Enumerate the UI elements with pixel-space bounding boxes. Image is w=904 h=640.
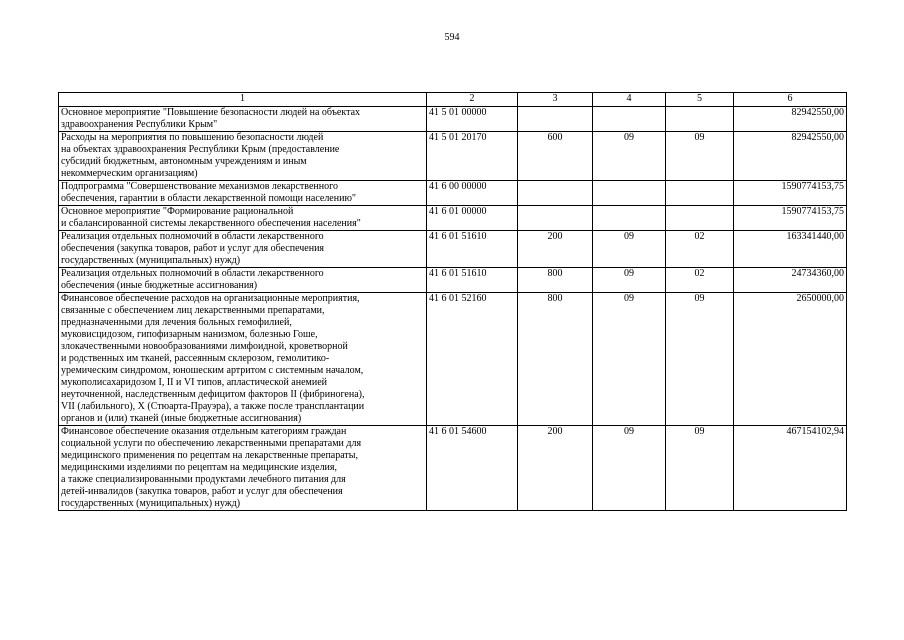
description-line: медицинского применения по рецептам на лекарственные препараты, (61, 450, 359, 461)
amount-cell: 24734360,00 (734, 268, 847, 293)
row-description (59, 268, 427, 293)
section-cell (593, 181, 666, 206)
subsection-cell (666, 181, 734, 206)
description-line: субсидий бюджетным, автономным учреждениям и иным (61, 156, 307, 167)
section-cell: 09 (593, 231, 666, 268)
subsection-cell: 09 (666, 293, 734, 426)
expense-type-cell (518, 206, 593, 231)
description-line: обеспечения (иные бюджетные ассигнования) (61, 280, 258, 291)
description-line: Реализация отдельных полномочий в области лекарственного (61, 231, 324, 242)
amount-cell: 1590774153,75 (734, 206, 847, 231)
description-line: Основное мероприятие "Формирование рациональной (61, 206, 294, 217)
description-line: Финансовое обеспечение оказания отдельным категориям граждан (61, 426, 347, 437)
section-cell (593, 107, 666, 132)
budget-code-cell: 41 6 01 51610 (427, 268, 518, 293)
column-header: 4 (593, 93, 666, 107)
description-line: Расходы на мероприятия по повышению безопасности людей (61, 132, 324, 143)
table-row (59, 107, 847, 132)
expense-type-cell (518, 181, 593, 206)
description-line: социальной услуги по обеспечению лекарственными препаратами для (61, 438, 362, 449)
section-cell: 09 (593, 268, 666, 293)
description-line: детей-инвалидов (закупка товаров, работ и услуг для обеспечения (61, 486, 343, 497)
budget-code-cell: 41 6 00 00000 (427, 181, 518, 206)
row-description (59, 426, 427, 511)
budget-code-cell: 41 5 01 20170 (427, 132, 518, 181)
expense-type-cell: 800 (518, 268, 593, 293)
description-line: Реализация отдельных полномочий в области лекарственного (61, 268, 324, 279)
table-row (59, 293, 847, 426)
budget-code-cell: 41 6 01 54600 (427, 426, 518, 511)
table-body (59, 107, 847, 511)
description-line: а также специализированными продуктами лечебного питания для (61, 474, 346, 485)
description-line: муковисцидозом, гипофизарным нанизмом, болезнью Гоше, (61, 329, 318, 340)
subsection-cell (666, 107, 734, 132)
column-header: 3 (518, 93, 593, 107)
expense-type-cell (518, 107, 593, 132)
amount-cell: 467154102,94 (734, 426, 847, 511)
table-header-row (59, 93, 847, 107)
amount-cell: 2650000,00 (734, 293, 847, 426)
row-description (59, 231, 427, 268)
column-header: 2 (427, 93, 518, 107)
description-line: уремическим синдромом, юношеским артритом с системным началом, (61, 365, 364, 376)
expense-type-cell: 200 (518, 426, 593, 511)
description-line: Основное мероприятие "Повышение безопасности людей на объектах (61, 107, 361, 118)
column-header: 6 (734, 93, 847, 107)
section-cell: 09 (593, 132, 666, 181)
amount-cell: 82942550,00 (734, 132, 847, 181)
table-row (59, 268, 847, 293)
budget-code-cell: 41 6 01 00000 (427, 206, 518, 231)
expense-type-cell: 800 (518, 293, 593, 426)
subsection-cell: 02 (666, 268, 734, 293)
table-row (59, 231, 847, 268)
budget-code-cell: 41 6 01 52160 (427, 293, 518, 426)
description-line: медицинскими изделиями по рецептам на медицинские изделия, (61, 462, 338, 473)
budget-table (58, 92, 847, 511)
table-row (59, 206, 847, 231)
description-line: органов и (или) тканей (иные бюджетные ассигнования) (61, 413, 302, 424)
description-line: Финансовое обеспечение расходов на организационные мероприятия, (61, 293, 360, 304)
subsection-cell: 02 (666, 231, 734, 268)
description-line: связанные с обеспечением лиц лекарственными препаратами, (61, 305, 325, 316)
description-line: обеспечения, гарантии в области лекарственной помощи населению" (61, 193, 356, 204)
description-line: государственных (муниципальных) нужд) (61, 255, 241, 266)
amount-cell: 82942550,00 (734, 107, 847, 132)
description-line: здравоохранения Республики Крым" (61, 119, 218, 130)
description-line: предназначенными для лечения больных гемофилией, (61, 317, 292, 328)
subsection-cell (666, 206, 734, 231)
description-line: неуточненной, наследственным дефицитом факторов II (фибриногена), (61, 389, 365, 400)
table-row (59, 132, 847, 181)
column-header: 5 (666, 93, 734, 107)
section-cell: 09 (593, 426, 666, 511)
budget-code-cell: 41 6 01 51610 (427, 231, 518, 268)
row-description (59, 181, 427, 206)
description-line: обеспечения (закупка товаров, работ и услуг для обеспечения (61, 243, 325, 254)
description-line: и родственных им тканей, рассеянным склерозом, гемолитико- (61, 353, 330, 364)
description-line: государственных (муниципальных) нужд) (61, 498, 241, 509)
description-line: VII (лабильного), X (Стюарта-Прауэра), а также после трансплантации (61, 401, 365, 412)
description-line: и сбалансированной системы лекарственного обеспечения населения" (61, 218, 361, 229)
budget-code-cell: 41 5 01 00000 (427, 107, 518, 132)
amount-cell: 163341440,00 (734, 231, 847, 268)
description-line: злокачественными новообразованиями лимфоидной, кроветворной (61, 341, 348, 352)
row-description (59, 107, 427, 132)
subsection-cell: 09 (666, 132, 734, 181)
row-description (59, 206, 427, 231)
table-row (59, 426, 847, 511)
expense-type-cell: 600 (518, 132, 593, 181)
page-number: 594 (444, 32, 460, 43)
table-row (59, 181, 847, 206)
amount-cell: 1590774153,75 (734, 181, 847, 206)
row-description (59, 132, 427, 181)
row-description (59, 293, 427, 426)
section-cell (593, 206, 666, 231)
description-line: Подпрограмма "Совершенствование механизмов лекарственного (61, 181, 338, 192)
column-header: 1 (59, 93, 427, 107)
description-line: некоммерческим организациям) (61, 168, 198, 179)
description-line: на объектах здравоохранения Республики Крым (предоставление (61, 144, 340, 155)
expense-type-cell: 200 (518, 231, 593, 268)
description-line: мукополисахаридозом I, II и VI типов, апластической анемией (61, 377, 328, 388)
subsection-cell: 09 (666, 426, 734, 511)
section-cell: 09 (593, 293, 666, 426)
